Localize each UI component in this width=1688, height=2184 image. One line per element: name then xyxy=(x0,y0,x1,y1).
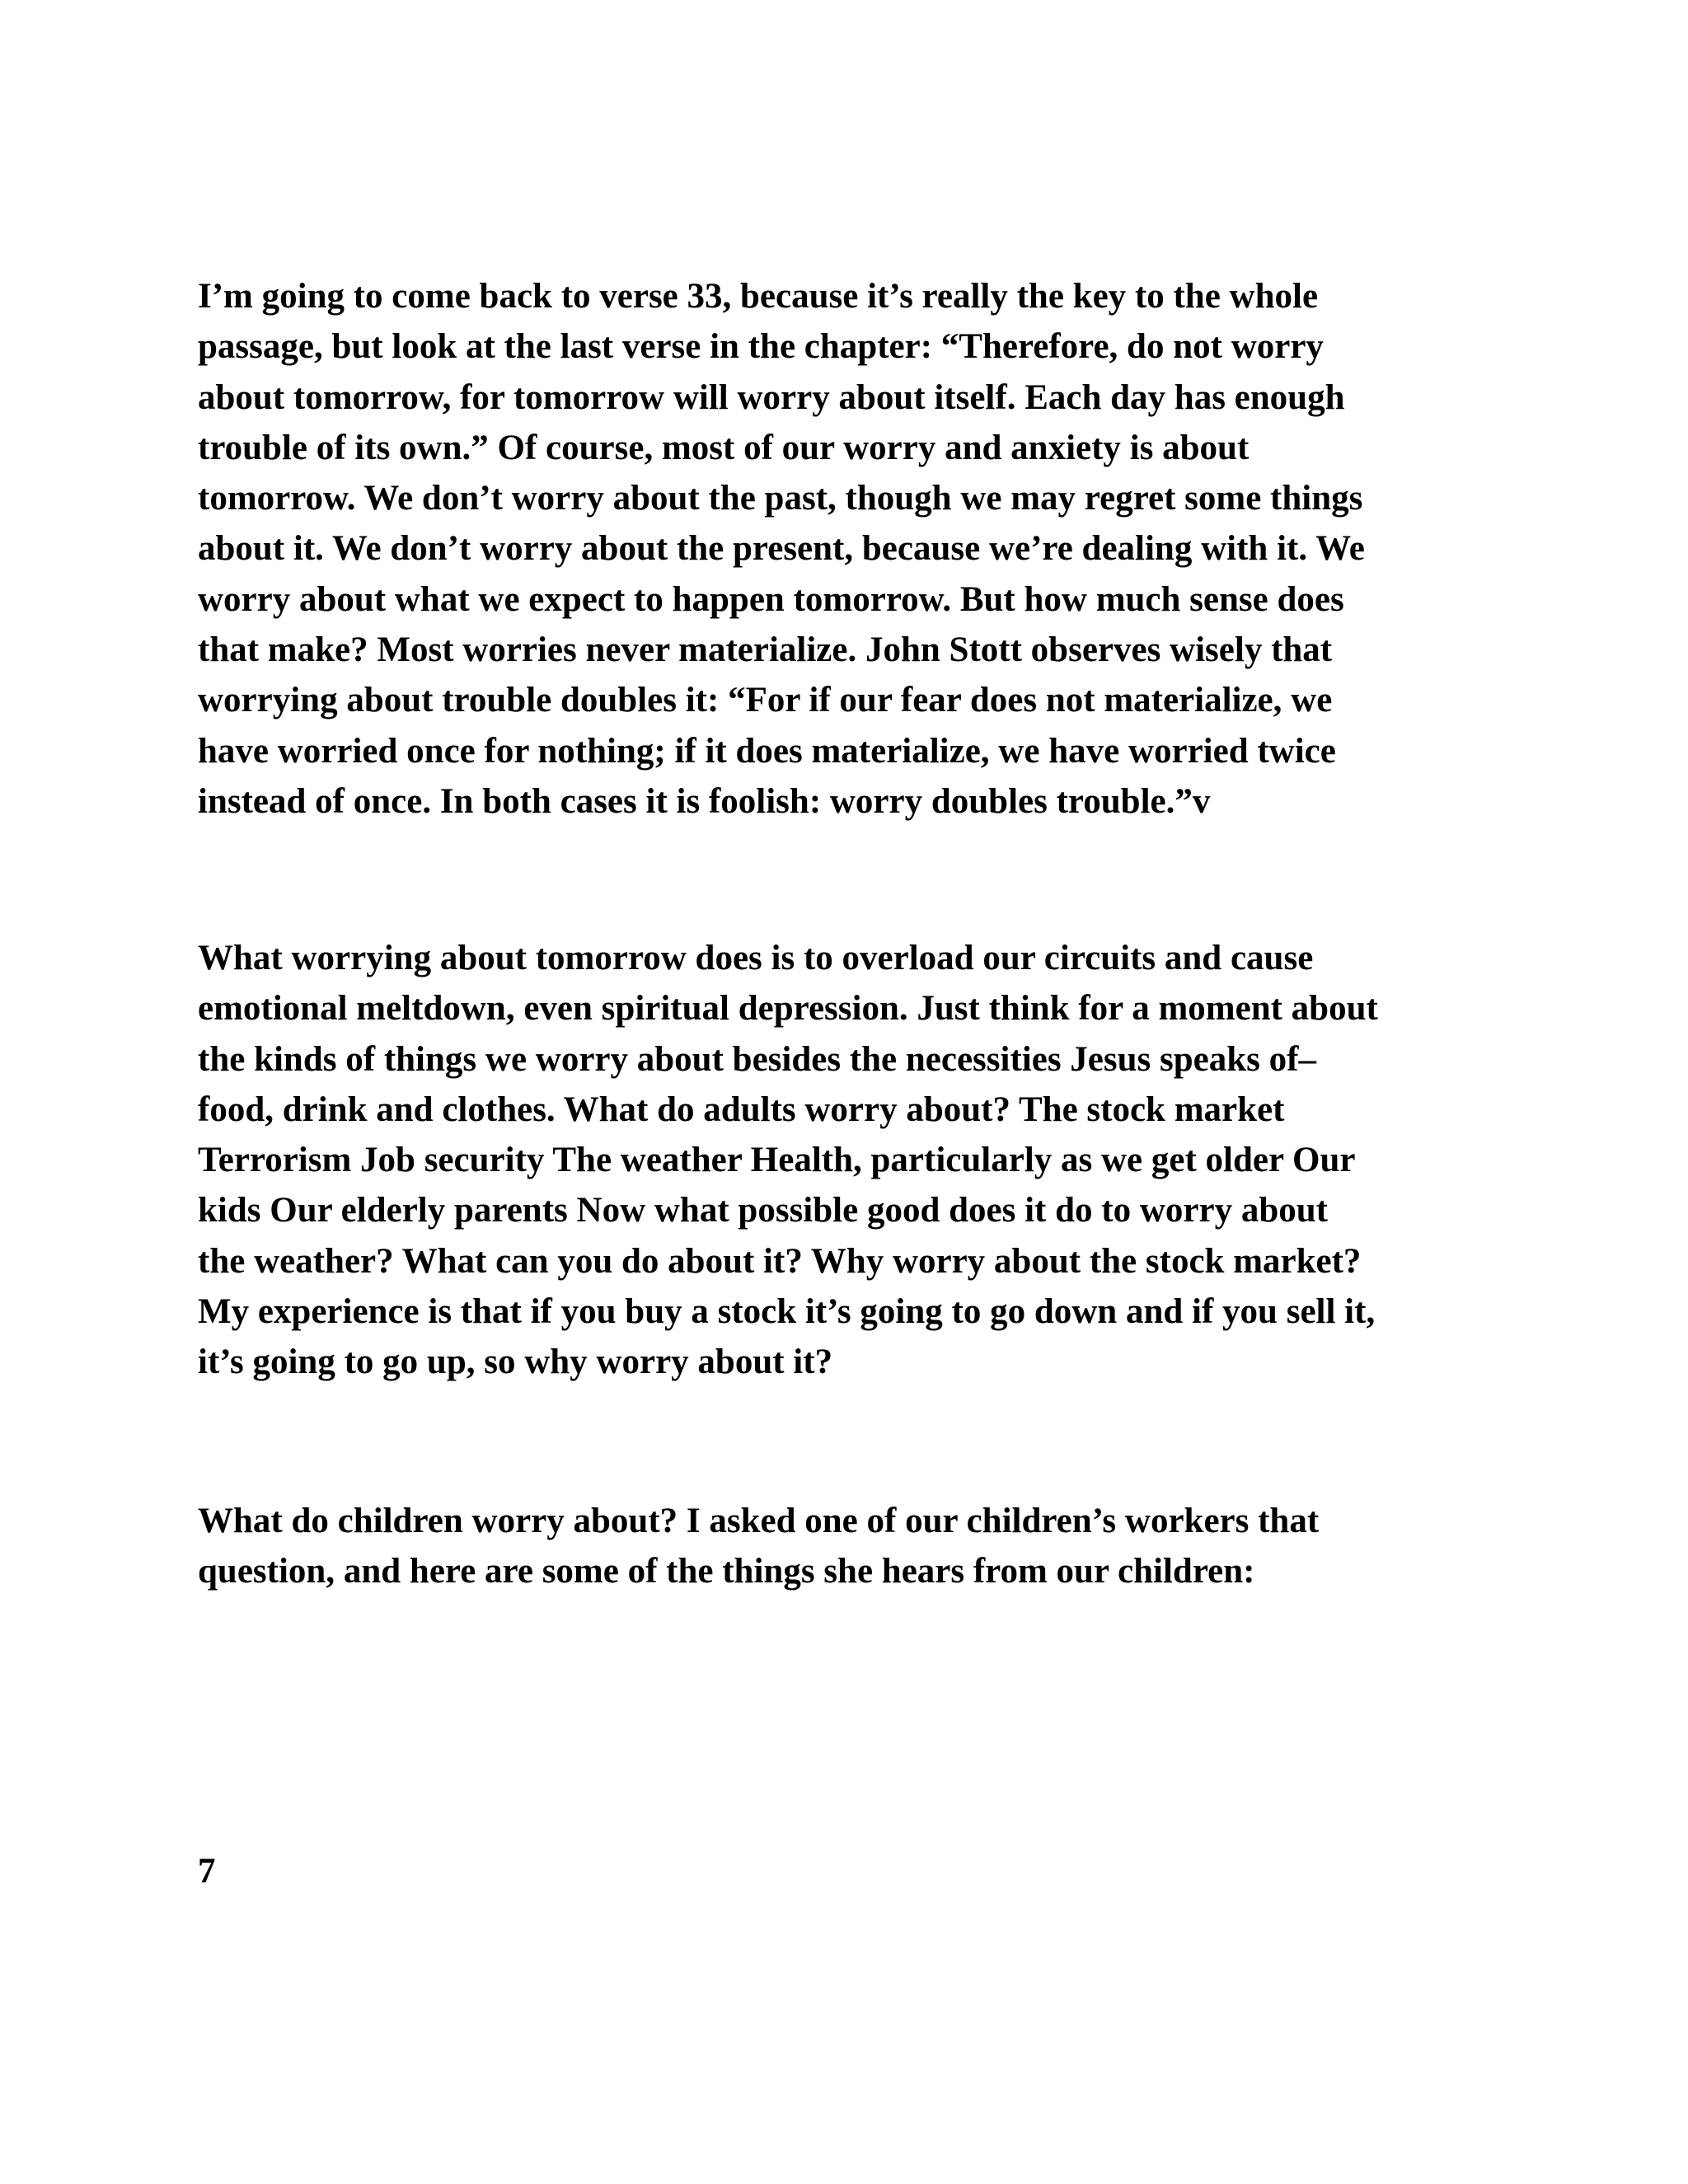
text-line: What do children worry about? I asked one of our children’s workers that xyxy=(198,1502,1320,1540)
text-line: My experience is that if you buy a stock it’s going to go down and if you sell it, xyxy=(198,1292,1376,1332)
text-line: the weather? What can you do about it? Why worry about the stock market? xyxy=(198,1241,1362,1281)
text-line: food, drink and clothes. What do adults worry about? The stock market xyxy=(198,1090,1285,1129)
page-number: 7 xyxy=(198,1852,216,1891)
paragraph-adult-worries xyxy=(198,933,1500,1388)
text-line: What worrying about tomorrow does is to overload our circuits and cause xyxy=(198,939,1314,977)
text-line: question, and here are some of the things she hears from our children: xyxy=(198,1552,1255,1591)
paragraph-children-worries xyxy=(198,1496,1500,1597)
text-line: that make? Most worries never materialize. John Stott observes wisely that xyxy=(198,630,1333,670)
text-line: about tomorrow, for tomorrow will worry about itself. Each day has enough xyxy=(198,377,1345,417)
text-line: instead of once. In both cases it is foolish: worry doubles trouble.”v xyxy=(198,781,1211,821)
text-line: passage, but look at the last verse in the chapter: “Therefore, do not worry xyxy=(198,327,1324,367)
text-line: trouble of its own.” Of course, most of our worry and anxiety is about xyxy=(198,428,1250,467)
text-line: tomorrow. We don’t worry about the past, though we may regret some things xyxy=(198,479,1363,518)
text-line: emotional meltdown, even spiritual depression. Just think for a moment about xyxy=(198,989,1378,1029)
paragraph-worry-tomorrow xyxy=(198,271,1500,827)
text-line: Terrorism Job security The weather Health, particularly as we get older Our xyxy=(198,1141,1356,1180)
text-line: the kinds of things we worry about besides the necessities Jesus speaks of– xyxy=(198,1039,1316,1079)
text-line: it’s going to go up, so why worry about it? xyxy=(198,1343,833,1382)
text-line: about it. We don’t worry about the present, because we’re dealing with it. We xyxy=(198,529,1365,569)
text-line: worrying about trouble doubles it: “For if our fear does not materialize, we xyxy=(198,681,1333,720)
text-line: have worried once for nothing; if it does materialize, we have worried twice xyxy=(198,731,1336,771)
text-line: I’m going to come back to verse 33, because it’s really the key to the whole xyxy=(198,277,1319,316)
text-line: worry about what we expect to happen tomorrow. But how much sense does xyxy=(198,579,1344,619)
text-line: kids Our elderly parents Now what possible good does it do to worry about xyxy=(198,1191,1328,1230)
